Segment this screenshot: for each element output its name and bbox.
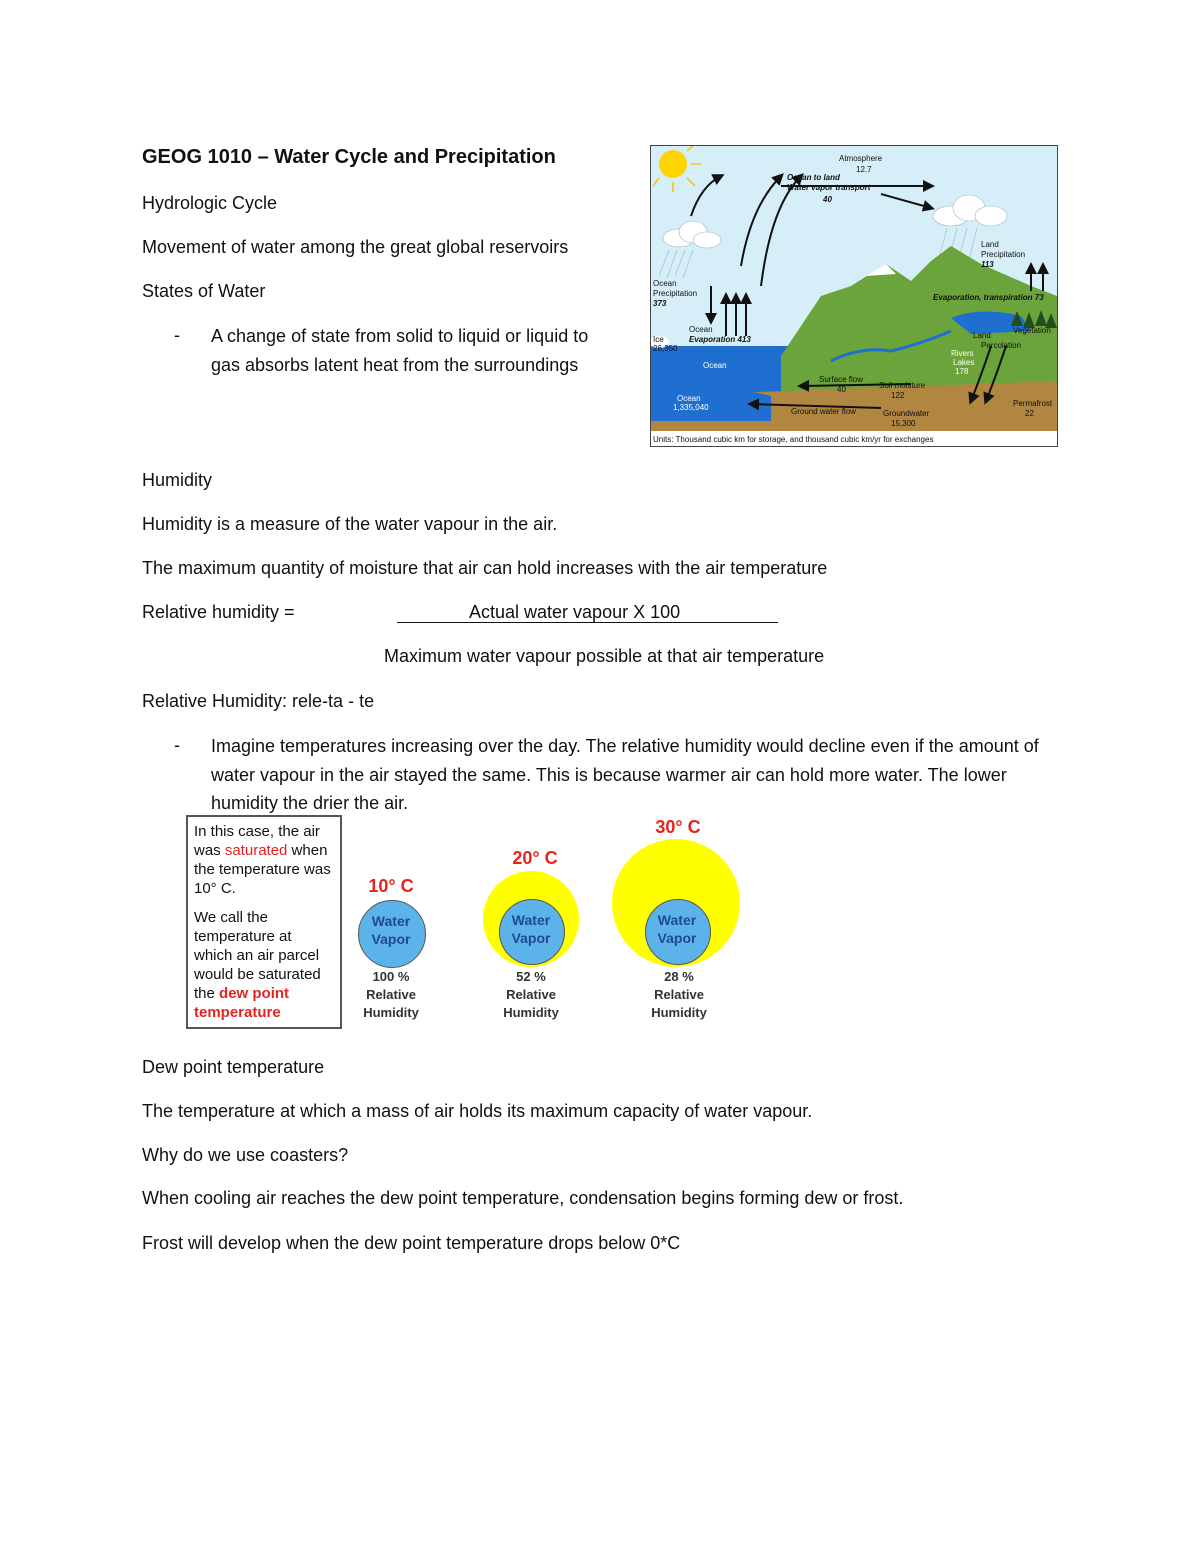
rh-formula-label: Relative humidity = <box>142 602 295 622</box>
temp-label: 10° C <box>368 876 414 896</box>
units-label: Units: Thousand cubic km for storage, and thousand cubic km/yr for exchanges <box>653 435 934 444</box>
evapotranspiration-label: Evaporation, transpiration 73 <box>933 293 1044 302</box>
water-cycle-svg <box>651 146 1057 446</box>
transport-label-1: Ocean to land <box>787 173 840 182</box>
humidity-heading: Humidity <box>142 470 213 490</box>
vegetation-label: Vegetation <box>1013 326 1051 335</box>
vapor-word: Water <box>511 912 551 928</box>
rh-value: 100 % <box>372 969 410 984</box>
soil-moisture-value: 122 <box>891 391 905 400</box>
vapor-word: Vapor <box>657 930 697 946</box>
rivers-value: 178 <box>955 367 969 376</box>
land-label: Land <box>973 331 991 340</box>
humidity-max: The maximum quantity of moisture that air can hold increases with the air temperature <box>142 558 828 578</box>
dew-heading: Dew point temperature <box>142 1057 325 1077</box>
ocean-label: Ocean <box>703 361 727 370</box>
transport-value: 40 <box>823 195 832 204</box>
rivers-label-2: Lakes <box>953 358 975 367</box>
vapor-word: Water <box>657 912 697 928</box>
soil-moisture-label: Soil moisture <box>879 381 926 390</box>
rh-bullet <box>142 732 1062 818</box>
rh-label <box>481 968 581 1022</box>
vapor-word: Vapor <box>511 930 551 946</box>
box-text: In this case, the air was <box>194 823 320 859</box>
temp-label: 20° C <box>512 848 558 868</box>
coasters-question: Why do we use coasters? <box>142 1145 349 1165</box>
dew-point-term: dew point temperature <box>194 985 290 1021</box>
rh-pronounce: Relative Humidity: rele-ta - te <box>142 691 375 711</box>
transport-label-2: Water vapor transport <box>787 183 871 192</box>
rh-word: Humidity <box>651 1005 707 1020</box>
states-bullet <box>142 322 622 379</box>
fraction-line <box>397 622 778 623</box>
atmosphere-value: 12.7 <box>856 165 872 174</box>
document-title: GEOG 1010 – Water Cycle and Precipitation <box>142 146 556 168</box>
ocean-store-value: 1,335,040 <box>673 403 709 412</box>
water-cycle-diagram <box>650 145 1058 447</box>
vapor-word: Vapor <box>371 931 411 947</box>
ice-value: 26,350 <box>653 344 678 353</box>
atmosphere-label: Atmosphere <box>839 154 883 163</box>
percolation-label: Percolation <box>981 341 1022 350</box>
box-paragraph-2 <box>194 908 334 1022</box>
hydrologic-definition: Movement of water among the great global reservoirs <box>142 237 569 257</box>
rh-label <box>341 968 441 1022</box>
surface-flow-label: Surface flow <box>819 375 864 384</box>
land-precip-value: 113 <box>981 260 994 269</box>
box-text: when the temperature was 10° C. <box>194 842 331 897</box>
rh-value: 28 % <box>664 969 694 984</box>
rh-word: Humidity <box>503 1005 559 1020</box>
bullet-dash: - <box>174 735 180 755</box>
vapor-label <box>351 912 431 948</box>
condensation-text: When cooling air reaches the dew point temperature, condensation begins forming dew or frost. <box>142 1188 904 1208</box>
rivers-label-1: Rivers <box>951 349 974 358</box>
rh-denominator: Maximum water vapour possible at that air temperature <box>384 646 825 666</box>
states-heading: States of Water <box>142 281 266 301</box>
vapor-word: Water <box>371 913 411 929</box>
ground-water-flow-label: Ground water flow <box>791 407 856 416</box>
humidity-definition: Humidity is a measure of the water vapour in the air. <box>142 514 558 534</box>
rh-bullet-text: Imagine temperatures increasing over the day. The relative humidity would decline even if the amount of water vapour in the air stayed the same. This is because warmer air can hold more water. The lower humidity the drier the air. <box>211 736 1039 813</box>
land-precip-label-1: Land <box>981 240 999 249</box>
groundwater-value: 15,300 <box>891 419 916 428</box>
ocean-precip-label-1: Ocean <box>653 279 677 288</box>
box-text: We call the temperature at which an air parcel would be saturated the <box>194 909 321 1002</box>
land-precip-label-2: Precipitation <box>981 250 1026 259</box>
permafrost-value: 22 <box>1025 409 1034 418</box>
rh-label <box>629 968 729 1022</box>
vapor-label <box>491 911 571 947</box>
rh-numerator: Actual water vapour X 100 <box>469 602 681 622</box>
states-bullet-text: A change of state from solid to liquid or liquid to gas absorbs latent heat from the surroundings <box>211 326 589 375</box>
ice-label: Ice <box>653 335 664 344</box>
hydrologic-heading: Hydrologic Cycle <box>142 193 278 213</box>
ocean-evap-label-1: Ocean <box>689 325 713 334</box>
box-paragraph-1 <box>194 822 334 898</box>
temp-label: 30° C <box>655 817 701 837</box>
permafrost-label: Permafrost <box>1013 399 1053 408</box>
ocean-evap-label-2: Evaporation 413 <box>689 335 751 344</box>
ocean-precip-label-2: Precipitation <box>653 289 698 298</box>
ocean-precip-value: 373 <box>653 299 667 308</box>
rh-word: Humidity <box>363 1005 419 1020</box>
groundwater-label: Groundwater <box>883 409 930 418</box>
rh-word: Relative <box>654 987 704 1002</box>
vapor-label <box>637 911 717 947</box>
rh-value: 52 % <box>516 969 546 984</box>
surface-flow-value: 40 <box>837 385 846 394</box>
ocean-store-label: Ocean <box>677 394 701 403</box>
dew-point-info-box <box>186 815 342 1029</box>
frost-text: Frost will develop when the dew point temperature drops below 0*C <box>142 1233 681 1253</box>
dew-definition: The temperature at which a mass of air holds its maximum capacity of water vapour. <box>142 1101 813 1121</box>
bullet-dash: - <box>174 325 180 345</box>
rh-word: Relative <box>366 987 416 1002</box>
saturated-word: saturated <box>224 842 288 859</box>
rh-word: Relative <box>506 987 556 1002</box>
